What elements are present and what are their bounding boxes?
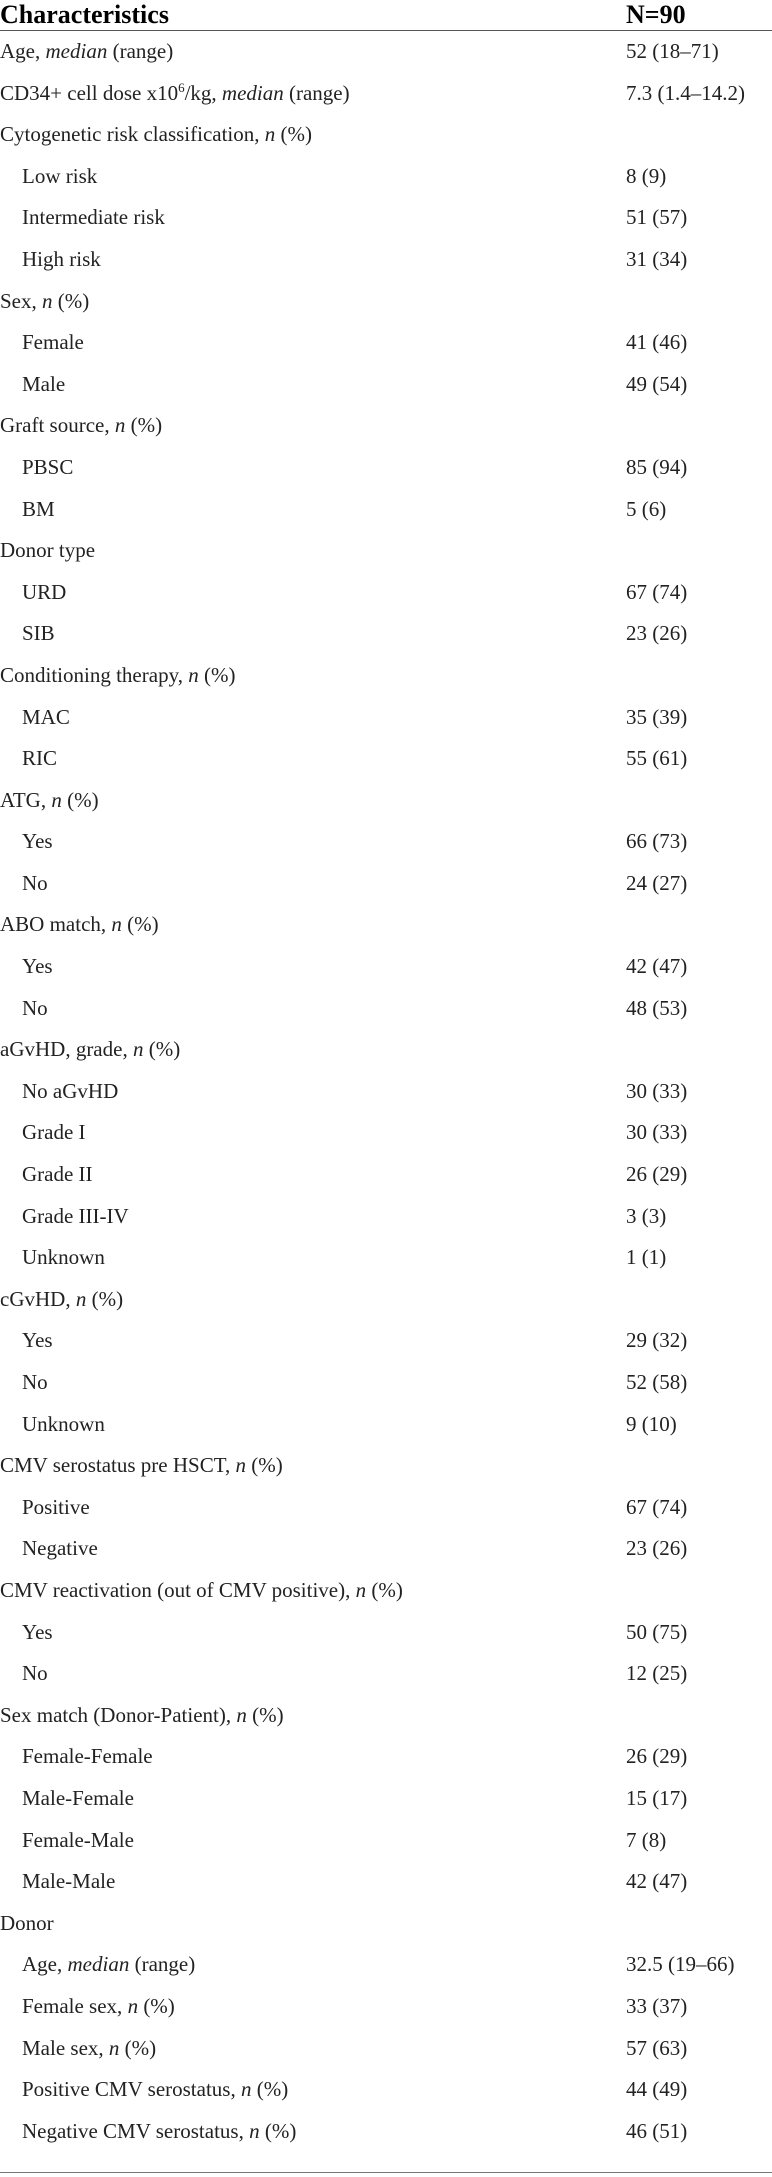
row-label	[22, 946, 53, 988]
row-value: 7.3 (1.4–14.2)	[626, 80, 745, 105]
row-label-superscript: 6	[178, 79, 185, 95]
table-row	[0, 364, 772, 406]
row-value: 42 (47)	[626, 954, 688, 979]
table-row	[0, 322, 772, 364]
row-label-text: Positive CMV serostatus,	[22, 2077, 241, 2102]
table-row	[0, 1695, 772, 1737]
row-label-suffix: (%)	[259, 2118, 297, 2143]
table-row	[0, 1778, 772, 1820]
row-label-text: Male-Female	[22, 1785, 134, 1810]
row-label-italic: n	[236, 1702, 247, 1727]
row-label-suffix: (%)	[246, 1702, 284, 1727]
row-value: 57 (63)	[626, 2035, 688, 2060]
row-value: 67 (74)	[626, 579, 688, 604]
table-row	[0, 239, 772, 281]
row-label-text: Sex,	[0, 288, 42, 313]
row-label-suffix: (range)	[283, 80, 350, 105]
row-label	[22, 1320, 53, 1362]
table-row	[0, 1029, 772, 1071]
table-row	[0, 530, 772, 572]
row-value: 31 (34)	[626, 246, 688, 271]
row-label-text: Unknown	[22, 1245, 105, 1270]
row-label-italic: n	[42, 288, 53, 313]
row-label-text: Negative CMV serostatus,	[22, 2118, 250, 2143]
row-label-italic: median	[67, 1952, 130, 1977]
table-row	[0, 738, 772, 780]
row-label-text: MAC	[22, 704, 70, 729]
row-value: 33 (37)	[626, 1993, 688, 2018]
row-value: 52 (58)	[626, 1370, 688, 1394]
row-label	[22, 197, 165, 239]
row-value: 26 (29)	[626, 1744, 688, 1769]
row-label	[22, 572, 66, 614]
row-label	[22, 2111, 296, 2153]
table-row	[0, 697, 772, 739]
row-label-text: Donor type	[0, 538, 96, 563]
row-label-text: No	[22, 870, 48, 895]
row-label-suffix: (%)	[119, 2035, 157, 2060]
row-label-text: Grade I	[22, 1120, 86, 1145]
table-row	[0, 1570, 772, 1612]
row-label	[22, 1362, 48, 1404]
row-value: 30 (33)	[626, 1078, 688, 1103]
table-row	[0, 281, 772, 323]
row-label	[22, 1778, 134, 1820]
table-row	[0, 405, 772, 447]
row-label-text: cGvHD,	[0, 1286, 76, 1311]
row-label-text: Intermediate risk	[22, 205, 165, 230]
row-label-text: Male	[22, 371, 66, 396]
table-row	[0, 655, 772, 697]
row-value: 35 (39)	[626, 704, 688, 729]
table-row	[0, 1445, 772, 1487]
row-label-text: Conditioning therapy,	[0, 662, 189, 687]
row-label	[22, 156, 97, 198]
row-label	[22, 239, 101, 281]
row-label-text: RIC	[22, 746, 58, 771]
row-label-text: No aGvHD	[22, 1078, 119, 1103]
row-label	[0, 1279, 123, 1321]
row-label-text: CMV reactivation (out of CMV positive),	[0, 1577, 356, 1602]
table-row	[0, 2069, 772, 2111]
row-label-text: CD34+ cell dose x10	[0, 80, 179, 105]
table-row	[0, 1112, 772, 1154]
table-row	[0, 1362, 772, 1404]
row-label-suffix: (%)	[121, 912, 159, 937]
table-row	[0, 1736, 772, 1778]
row-label	[22, 1112, 86, 1154]
table-row	[0, 1237, 772, 1279]
row-label-text: Graft source,	[0, 413, 115, 438]
table-row	[0, 1861, 772, 1903]
row-label-suffix: (%)	[366, 1577, 403, 1602]
row-value: 12 (25)	[626, 1661, 688, 1686]
row-label-suffix: (%)	[275, 122, 313, 147]
row-value: 46 (51)	[626, 2118, 688, 2143]
row-label-text: Yes	[22, 829, 53, 854]
row-label-suffix: (%)	[245, 1453, 283, 1478]
table-body	[0, 31, 772, 2152]
row-label-italic: median	[45, 39, 108, 63]
row-label	[0, 114, 312, 156]
row-label-text: ABO match,	[0, 912, 112, 937]
row-value: 23 (26)	[626, 621, 688, 646]
row-value: 7 (8)	[626, 1827, 667, 1852]
row-label	[22, 364, 65, 406]
row-label-text: Yes	[22, 1328, 53, 1353]
row-label-italic: n	[127, 1993, 139, 2018]
row-label-italic: n	[114, 413, 126, 438]
row-label	[22, 697, 70, 739]
row-label	[0, 904, 159, 946]
row-label-suffix: (%)	[61, 787, 99, 812]
row-label-italic: n	[235, 1453, 246, 1478]
row-value: 49 (54)	[626, 371, 688, 396]
row-label	[0, 73, 350, 115]
row-label-text: PBSC	[22, 454, 74, 479]
header-characteristics: Characteristics	[0, 0, 169, 29]
row-label	[22, 1944, 195, 1986]
row-label-italic: n	[111, 912, 122, 937]
row-value: 23 (26)	[626, 1536, 688, 1561]
row-value: 85 (94)	[626, 454, 688, 479]
row-label	[0, 1695, 284, 1737]
table-row	[0, 1279, 772, 1321]
table-row	[0, 780, 772, 822]
row-label-suffix: (range)	[129, 1952, 196, 1977]
row-label-italic: n	[264, 122, 276, 147]
row-label	[22, 1487, 90, 1529]
row-label-italic: n	[240, 2077, 252, 2102]
row-label-text: Grade III-IV	[22, 1203, 129, 1228]
row-label	[0, 655, 235, 697]
row-label-suffix: (%)	[251, 2077, 289, 2102]
row-label-text: Negative	[22, 1536, 98, 1561]
row-label-text: Age,	[22, 1952, 68, 1977]
row-value: 67 (74)	[626, 1494, 688, 1519]
row-label-italic: n	[188, 662, 199, 687]
row-label	[22, 1071, 118, 1113]
row-label-text: Female	[22, 330, 84, 355]
row-value: 15 (17)	[626, 1785, 688, 1810]
row-label-suffix: (range)	[107, 39, 174, 63]
row-label-suffix: (%)	[138, 1993, 175, 2018]
row-label	[0, 1903, 54, 1945]
row-label-suffix: (%)	[52, 288, 90, 313]
row-value: 32.5 (19–66)	[626, 1952, 735, 1977]
row-value: 1 (1)	[626, 1245, 667, 1270]
row-label	[22, 613, 55, 655]
row-label-suffix: (%)	[86, 1286, 124, 1311]
table-row	[0, 1196, 772, 1238]
row-label-text: Positive	[22, 1494, 90, 1519]
table-row	[0, 1944, 772, 1986]
table-row	[0, 904, 772, 946]
row-value: 42 (47)	[626, 1869, 688, 1894]
row-label-text: BM	[22, 496, 55, 521]
row-value: 52 (18–71)	[626, 39, 719, 63]
row-label	[22, 2069, 288, 2111]
row-value: 30 (33)	[626, 1120, 688, 1145]
bottom-rule	[0, 2172, 772, 2173]
row-label	[22, 1736, 153, 1778]
row-label-text: Male sex,	[22, 2035, 109, 2060]
table-row	[0, 572, 772, 614]
row-label-italic: n	[249, 2118, 260, 2143]
row-value: 3 (3)	[626, 1203, 667, 1228]
row-label-italic: n	[75, 1286, 87, 1311]
row-label-text: No	[22, 1661, 48, 1686]
table-row	[0, 73, 772, 115]
row-label-text: CMV serostatus pre HSCT,	[0, 1453, 236, 1478]
row-label	[22, 1196, 129, 1238]
row-label-text: No	[22, 995, 48, 1020]
row-label	[22, 1404, 105, 1446]
row-value: 55 (61)	[626, 746, 688, 771]
row-label	[0, 1445, 283, 1487]
row-label-text: Low risk	[22, 163, 98, 188]
row-label-italic: n	[108, 2035, 120, 2060]
table-row	[0, 489, 772, 531]
table-row	[0, 197, 772, 239]
table-row	[0, 1820, 772, 1862]
row-label-text: Male-Male	[22, 1869, 116, 1894]
row-label-text: Donor	[0, 1910, 54, 1935]
table-row	[0, 821, 772, 863]
row-label	[22, 1528, 98, 1570]
table-row	[0, 1986, 772, 2028]
row-value: 5 (6)	[626, 496, 667, 521]
table-header	[0, 0, 772, 31]
row-label-text: Yes	[22, 1619, 53, 1644]
row-label	[22, 1820, 134, 1862]
row-label	[22, 447, 73, 489]
row-label	[0, 530, 95, 572]
row-label-text: Age,	[0, 39, 46, 63]
table-row	[0, 31, 772, 73]
row-label	[22, 2028, 156, 2070]
row-label-suffix: (%)	[143, 1037, 181, 1062]
table-row	[0, 2028, 772, 2070]
row-value: 51 (57)	[626, 205, 688, 230]
header-n: N=90	[626, 0, 686, 29]
table-row	[0, 863, 772, 905]
row-label-italic: median	[221, 80, 284, 105]
table-row	[0, 946, 772, 988]
row-label-suffix: (%)	[198, 662, 236, 687]
row-label-text: aGvHD, grade,	[0, 1037, 133, 1062]
row-label	[22, 1653, 48, 1695]
row-value: 8 (9)	[626, 163, 667, 188]
row-label-text: Cytogenetic risk classification,	[0, 122, 265, 147]
row-label	[22, 1237, 105, 1279]
row-label-text: Female-Female	[22, 1744, 153, 1769]
row-label-text: URD	[22, 579, 67, 604]
row-label	[22, 988, 48, 1030]
row-label	[22, 1861, 115, 1903]
row-value: 44 (49)	[626, 2077, 688, 2102]
table-row	[0, 988, 772, 1030]
table-row	[0, 1320, 772, 1362]
row-label	[22, 863, 48, 905]
row-value: 9 (10)	[626, 1411, 677, 1436]
row-label-text: Yes	[22, 954, 53, 979]
row-label	[0, 1029, 180, 1071]
row-value: 29 (32)	[626, 1328, 688, 1353]
table-row	[0, 114, 772, 156]
row-label-italic: n	[132, 1037, 144, 1062]
row-value: 50 (75)	[626, 1619, 688, 1644]
table-row	[0, 613, 772, 655]
row-label-text: Female sex,	[22, 1993, 128, 2018]
row-label	[22, 1154, 93, 1196]
table-row	[0, 2111, 772, 2153]
table-row	[0, 1154, 772, 1196]
row-label-text: Grade II	[22, 1162, 93, 1187]
table-row	[0, 1903, 772, 1945]
row-label	[0, 1570, 403, 1612]
row-label	[0, 281, 89, 323]
table-row	[0, 156, 772, 198]
table-row	[0, 1528, 772, 1570]
row-label-text: Unknown	[22, 1411, 105, 1436]
row-label	[22, 1612, 53, 1654]
row-label-text: No	[22, 1370, 48, 1394]
row-value: 24 (27)	[626, 870, 688, 895]
row-label-text: ATG,	[0, 787, 52, 812]
row-label-text: Female-Male	[22, 1827, 134, 1852]
row-label-text: High risk	[22, 246, 101, 271]
table-row	[0, 1653, 772, 1695]
row-label-italic: n	[355, 1577, 367, 1602]
row-label	[22, 738, 57, 780]
table-row	[0, 1071, 772, 1113]
row-label-suffix: (%)	[125, 413, 163, 438]
row-label	[0, 31, 173, 73]
row-label	[0, 405, 162, 447]
row-label	[22, 821, 53, 863]
row-label	[22, 1986, 175, 2028]
row-value: 66 (73)	[626, 829, 688, 854]
row-label-text: SIB	[22, 621, 55, 646]
table-row	[0, 1487, 772, 1529]
row-label-text-2: /kg,	[184, 80, 222, 105]
row-value: 48 (53)	[626, 995, 688, 1020]
table-row	[0, 1404, 772, 1446]
row-label-text: Sex match (Donor-Patient),	[0, 1702, 237, 1727]
row-value: 41 (46)	[626, 330, 688, 355]
row-label	[22, 489, 55, 531]
row-label	[0, 780, 99, 822]
table-row	[0, 1612, 772, 1654]
table-row	[0, 447, 772, 489]
row-label	[22, 322, 84, 364]
row-label-italic: n	[51, 787, 62, 812]
row-value: 26 (29)	[626, 1162, 688, 1187]
